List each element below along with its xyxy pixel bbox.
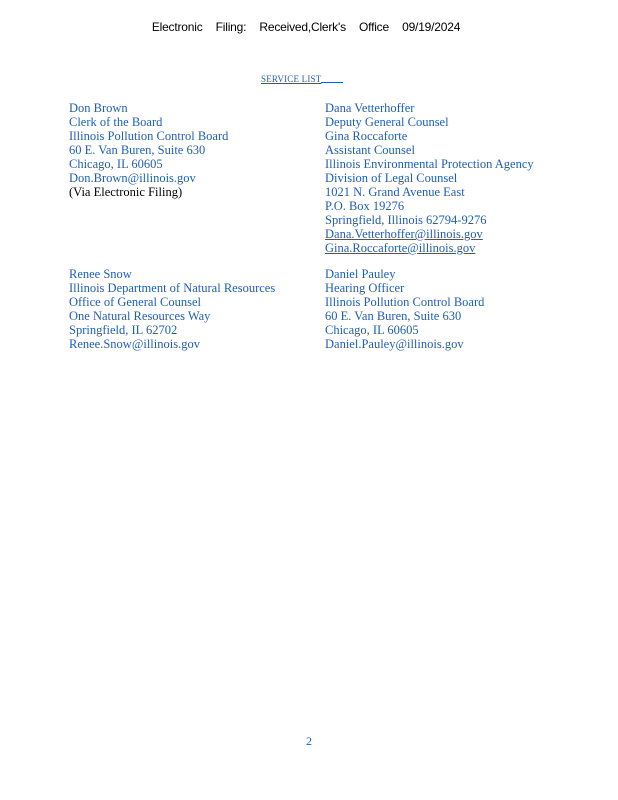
recipient-title-secondary: Assistant Counsel	[325, 143, 415, 157]
recipient-organization: Illinois Environmental Protection Agency	[325, 157, 534, 171]
recipient-city: Chicago, IL 60605	[69, 157, 163, 171]
recipient-name: Daniel Pauley	[325, 267, 396, 281]
recipient-email: Renee.Snow@illinois.gov	[69, 337, 200, 351]
service-list-title: SERVICE LIST	[261, 74, 343, 84]
delivery-method: (Via Electronic Filing)	[69, 185, 183, 199]
recipient-renee-snow	[69, 267, 275, 351]
recipient-organization: Illinois Department of Natural Resources	[69, 281, 276, 295]
recipient-city: Chicago, IL 60605	[325, 323, 419, 337]
recipient-email: Don.Brown@illinois.gov	[69, 171, 196, 185]
electronic-filing-stamp	[0, 20, 618, 34]
recipient-title: Deputy General Counsel	[325, 115, 449, 129]
recipient-name: Renee Snow	[69, 267, 132, 281]
recipient-daniel-pauley	[325, 267, 484, 351]
recipient-name: Dana Vetterhoffer	[325, 101, 415, 115]
email-link-dana[interactable]: Dana.Vetterhoffer@illinois.gov	[325, 227, 483, 241]
recipient-street: One Natural Resources Way	[69, 309, 211, 323]
stamp-office: Office	[359, 20, 389, 34]
recipient-city: Springfield, Illinois 62794-9276	[325, 213, 487, 227]
stamp-received: Received,Clerk's	[259, 20, 346, 34]
recipient-name-secondary: Gina Roccaforte	[325, 129, 408, 143]
recipient-email: Daniel.Pauley@illinois.gov	[325, 337, 464, 351]
recipient-title: Hearing Officer	[325, 281, 405, 295]
stamp-filing: Filing:	[215, 20, 247, 34]
recipient-dana-vetterhoffer	[325, 101, 534, 255]
email-link-gina[interactable]: Gina.Roccaforte@illinois.gov	[325, 241, 476, 255]
recipient-street: 1021 N. Grand Avenue East	[325, 185, 465, 199]
recipient-organization: Illinois Pollution Control Board	[69, 129, 229, 143]
stamp-electronic: Electronic	[151, 20, 203, 34]
recipient-office: Office of General Counsel	[69, 295, 202, 309]
recipient-street: 60 E. Van Buren, Suite 630	[69, 143, 206, 157]
recipient-name: Don Brown	[69, 101, 128, 115]
page-number: 2	[306, 734, 312, 748]
stamp-date: 09/19/2024	[402, 20, 461, 34]
recipient-street: 60 E. Van Buren, Suite 630	[325, 309, 462, 323]
recipient-title: Clerk of the Board	[69, 115, 163, 129]
recipient-division: Division of Legal Counsel	[325, 171, 458, 185]
recipient-po-box: P.O. Box 19276	[325, 199, 405, 213]
recipient-organization: Illinois Pollution Control Board	[325, 295, 485, 309]
recipient-city: Springfield, IL 62702	[69, 323, 178, 337]
recipient-don-brown	[69, 101, 228, 199]
